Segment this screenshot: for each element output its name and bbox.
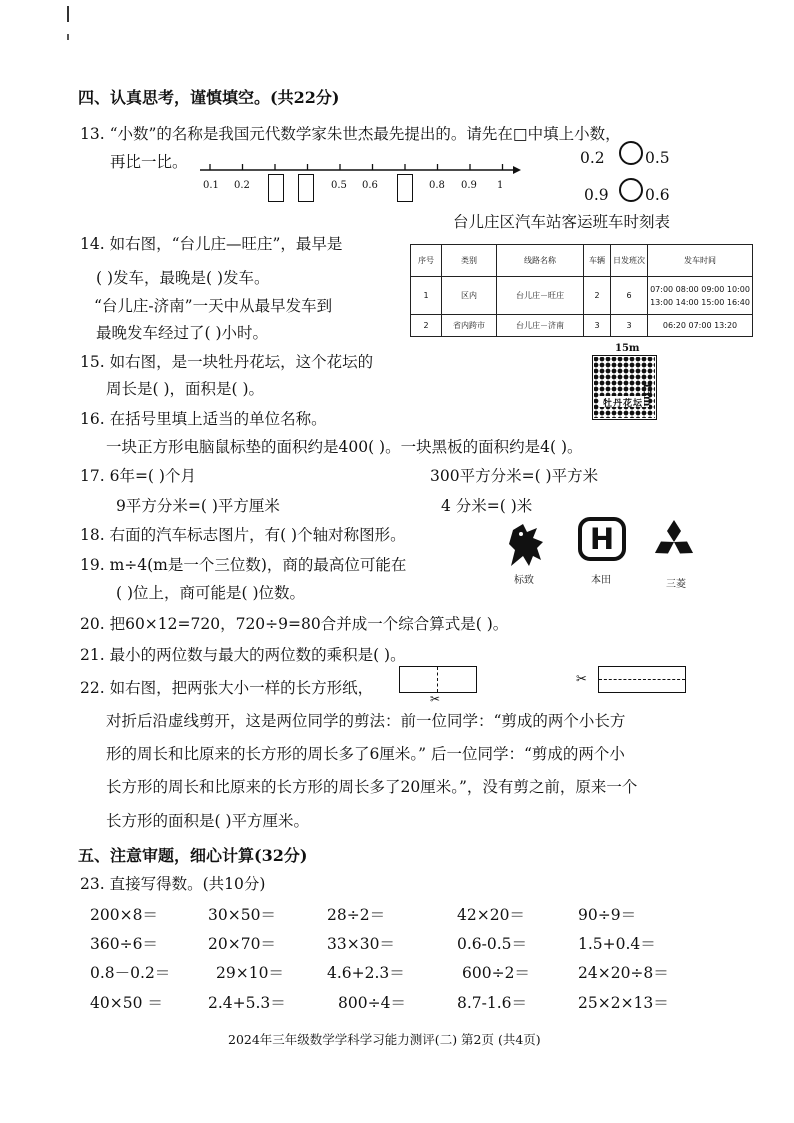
compare-circle-1[interactable] [619,141,643,165]
q22-line3: 形的周长和比原来的长方形的周长多了6厘米。” 后一位同学：“剪成的两个小 [106,745,625,763]
cell: 2 [584,277,611,315]
calc-item: 200×8＝ [90,906,158,924]
q14-line4: 最晚发车经过了( )小时。 [96,324,269,342]
cell: 2 [411,315,442,337]
q19-line2: ( )位上，商可能是( )位数。 [116,584,306,602]
tick-label: 1 [497,180,504,191]
margin-mark [67,34,69,40]
peugeot-label: 标致 [514,575,534,586]
mitsubishi-logo [650,518,698,570]
calc-item: 600÷2＝ [462,964,530,982]
q22-line5: 长方形的面积是( )平方厘米。 [106,812,310,830]
paper-figure-1 [399,666,477,693]
compare-left-2: 0.9 [584,186,609,204]
cell: 省内跨市 [442,315,497,337]
calc-item: 2.4+5.3＝ [208,994,286,1012]
calc-item: 8.7-1.6＝ [457,994,528,1012]
calc-item: 0.8－0.2＝ [90,964,171,982]
time-line: 07:00 08:00 09:00 10:00 [650,284,750,294]
q23-title: 23. 直接写得数。(共10分) [80,875,266,893]
cell: 台儿庄－旺庄 [497,277,584,315]
answer-box-0-4[interactable] [298,174,314,202]
tick-label: 0.6 [362,180,378,191]
calc-item: 30×50＝ [208,906,276,924]
q19-line1: 19. m÷4(m是一个三位数)，商的最高位可能在 [80,556,407,574]
tick-label: 0.2 [234,180,250,191]
answer-box-0-3[interactable] [268,174,284,202]
q15-line1: 15. 如右图，是一块牡丹花坛，这个花坛的 [80,353,374,371]
cell: 区内 [442,277,497,315]
peugeot-logo [503,520,549,572]
th-no: 序号 [411,245,442,277]
flower-bed-side-label: 15m [641,382,652,407]
timetable-title: 台儿庄区汽车站客运班车时刻表 [453,213,671,231]
calc-item: 29×10＝ [216,964,284,982]
timetable [410,244,753,337]
calc-item: 28÷2＝ [327,906,386,924]
section-five-title: 五、注意审题，细心计算(32分) [78,846,308,865]
answer-box-0-7[interactable] [397,174,413,202]
flower-bed-label: 牡丹花坛 [603,399,644,409]
q17-a: 17. 6年=( )个月 [80,467,196,485]
tick-label: 0.9 [461,180,477,191]
q14-line1: 14. 如右图，“台儿庄—旺庄”，最早是 [80,235,343,253]
table-row [411,277,753,315]
q18-text: 18. 右面的汽车标志图片，有( )个轴对称图形。 [80,526,406,544]
tick-label: 0.5 [331,180,347,191]
calc-item: 25×2×13＝ [578,994,669,1012]
scissors-icon: ✂ [430,692,441,706]
section-four-title: 四、认真思考，谨慎填空。(共22分) [78,88,340,107]
th-route: 线路名称 [497,245,584,277]
honda-label: 本田 [591,575,611,586]
cell: 3 [584,315,611,337]
honda-logo [578,517,626,561]
q22-line2: 对折后沿虚线剪开，这是两位同学的剪法：前一位同学：“剪成的两个小长方 [106,712,626,730]
cell: 6 [611,277,648,315]
calc-item: 33×30＝ [327,935,395,953]
tick-label: 0.1 [203,180,219,191]
margin-mark [67,6,69,22]
calc-item: 360÷6＝ [90,935,158,953]
cell: 台儿庄－济南 [497,315,584,337]
q21-text: 21. 最小的两位数与最大的两位数的乘积是( )。 [80,646,406,664]
cell: 06:20 07:00 13:20 [648,315,753,337]
q22-line1: 22. 如右图，把两张大小一样的长方形纸， [80,679,374,697]
q22-line4: 长方形的周长和比原来的长方形的周长多了20厘米。”，没有剪之前，原来一个 [106,778,638,796]
compare-left-1: 0.2 [580,149,605,167]
scissors-icon: ✂ [576,672,587,687]
q14-line3: “台儿庄-济南”一天中从最早发车到 [94,297,333,315]
compare-right-2: 0.6 [645,186,670,204]
th-cars: 车辆 [584,245,611,277]
honda-h-icon: H [589,522,615,556]
lion-icon [503,520,549,568]
calc-item: 90÷9＝ [578,906,637,924]
q16-line1: 16. 在括号里填上适当的单位名称。 [80,410,327,428]
q20-text: 20. 把60×12=720，720÷9=80合并成一个综合算式是( )。 [80,615,509,633]
calc-item: 20×70＝ [208,935,276,953]
fold-dashed-line [437,667,438,692]
calc-item: 4.6+2.3＝ [327,964,405,982]
time-line: 13:00 14:00 15:00 16:40 [650,297,750,307]
calc-item: 800÷4＝ [338,994,406,1012]
calc-item: 1.5+0.4＝ [578,935,656,953]
three-diamonds-icon [650,518,698,566]
paper-figure-2 [598,666,686,693]
cut-dashed-line [599,679,685,680]
q14-line2: ( )发车，最晚是( )发车。 [96,269,270,287]
q15-line2: 周长是( )，面积是( )。 [106,380,265,398]
calc-item: 42×20＝ [457,906,525,924]
calc-item: 0.6-0.5＝ [457,935,528,953]
q13-line2: 再比一比。 [110,153,188,171]
table-row [411,315,753,337]
mitsubishi-label: 三菱 [666,579,686,590]
compare-right-1: 0.5 [645,149,670,167]
q17-b: 300平方分米=( )平方米 [430,467,599,485]
q16-line2: 一块正方形电脑鼠标垫的面积约是400( )。一块黑板的面积约是4( )。 [106,438,583,456]
calc-item: 24×20÷8＝ [578,964,669,982]
q17-c: 9平方分米=( )平方厘米 [116,497,280,515]
th-trips: 日发班次 [611,245,648,277]
cell: 3 [611,315,648,337]
th-times: 发车时间 [648,245,753,277]
cell: 1 [411,277,442,315]
q13-line1: 13. “小数”的名称是我国元代数学家朱世杰最先提出的。请先在□中填上小数， [80,125,621,143]
flower-bed-top-label: 15m [615,343,640,354]
page-footer: 2024年三年级数学学科学习能力测评(二) 第2页 (共4页) [228,1032,541,1047]
calc-item: 40×50 ＝ [90,994,163,1012]
th-type: 类别 [442,245,497,277]
cell [648,277,753,315]
compare-circle-2[interactable] [619,178,643,202]
tick-label: 0.8 [429,180,445,191]
q17-d: 4 分米=( )米 [441,497,533,515]
